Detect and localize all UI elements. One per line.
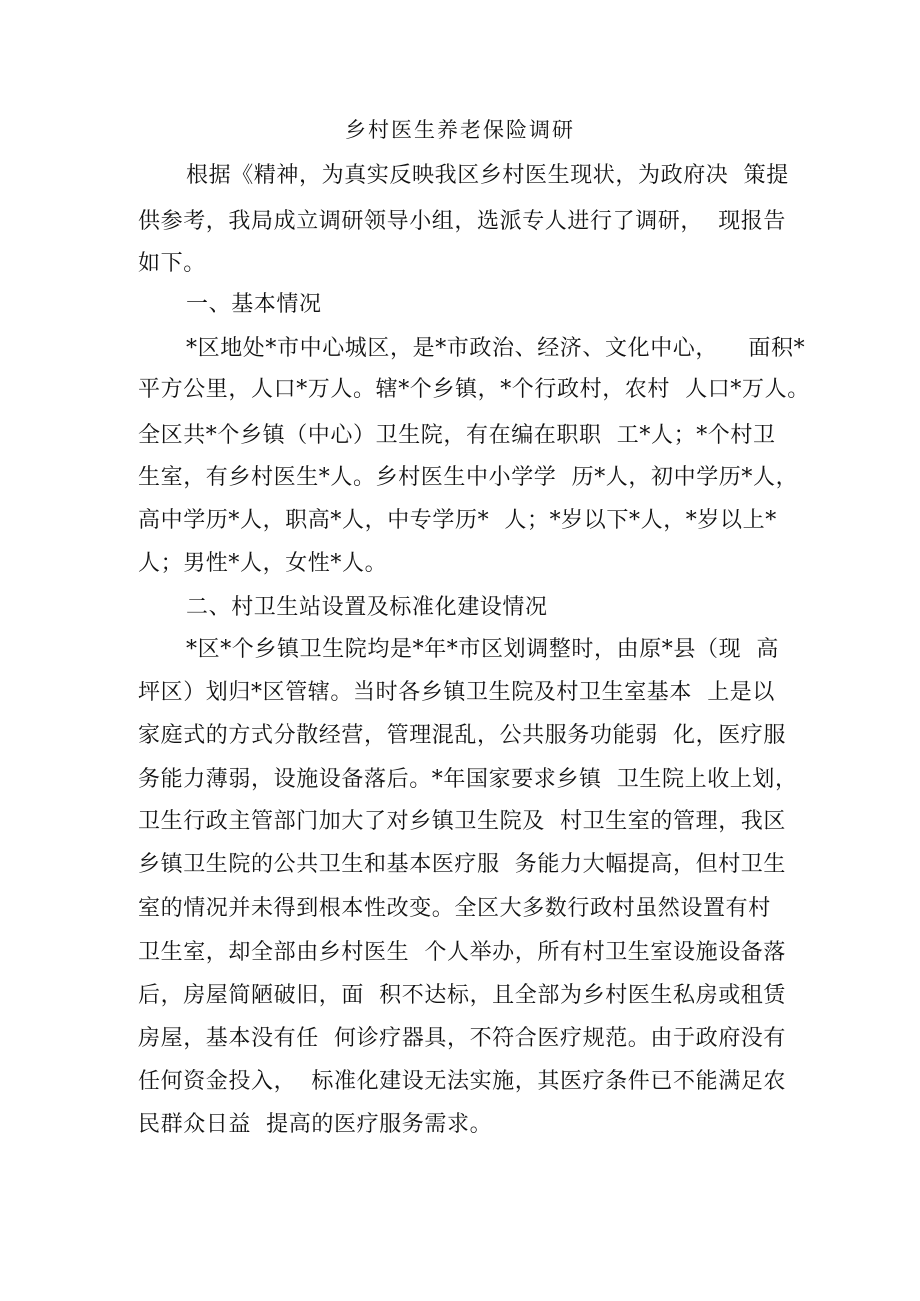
- paragraph-1-line-2: 供参考，我局成立调研领导小组，选派专人进行了调研， 现报告: [138, 209, 786, 234]
- section-heading-2: 二、村卫生站设置及标准化建设情况: [186, 595, 548, 620]
- paragraph-2-line-3: 全区共*个乡镇（中心）卫生院，有在编在职职 工*人；*个村卫: [138, 423, 776, 448]
- paragraph-3-line-6: 乡镇卫生院的公共卫生和基本医疗服 务能力大幅提高，但村卫生: [138, 852, 786, 877]
- section-heading-1: 一、基本情况: [186, 292, 322, 317]
- paragraph-3-line-1: *区*个乡镇卫生院均是*年*市区划调整时，由原*县（现 高: [186, 637, 779, 662]
- paragraph-3-line-7: 室的情况并未得到根本性改变。全区大多数行政村虽然设置有村: [138, 896, 771, 921]
- paragraph-2-line-1: *区地处*市中心城区，是*市政治、经济、文化中心， 面积*: [186, 336, 806, 361]
- paragraph-3-line-3: 家庭式的方式分散经营，管理混乱，公共服务功能弱 化，医疗服: [138, 723, 786, 748]
- paragraph-3-line-11: 任何资金投入， 标准化建设无法实施，其医疗条件已不能满足农: [138, 1069, 786, 1094]
- paragraph-2-line-2: 平方公里，人口*万人。辖*个乡镇，*个行政村，农村 人口*万人。: [138, 377, 810, 402]
- paragraph-3-line-4: 务能力薄弱，设施设备落后。*年国家要求乡镇 卫生院上收上划，: [138, 767, 798, 792]
- paragraph-3-line-9: 后，房屋简陋破旧，面 积不达标，且全部为乡村医生私房或租赁: [138, 983, 786, 1008]
- paragraph-3-line-2: 坪区）划归*区管辖。当时各乡镇卫生院及村卫生室基本 上是以: [138, 680, 775, 705]
- paragraph-3-line-8: 卫生室，却全部由乡村医生 个人举办，所有村卫生室设施设备落: [138, 940, 786, 965]
- paragraph-1-line-1: 根据《精神，为真实反映我区乡村医生现状，为政府决 策提: [186, 163, 789, 188]
- paragraph-3-line-10: 房屋，基本没有任 何诊疗器具，不符合医疗规范。由于政府没有: [138, 1026, 786, 1051]
- paragraph-3-line-12: 民群众日益 提高的医疗服务需求。: [138, 1112, 493, 1137]
- paragraph-2-line-5: 高中学历*人，职高*人，中专学历* 人；*岁以下*人，*岁以上*: [138, 508, 777, 533]
- paragraph-2-line-6: 人；男性*人，女性*人。: [138, 551, 388, 576]
- paragraph-2-line-4: 生室，有乡村医生*人。乡村医生中小学学 历*人，初中学历*人，: [138, 465, 799, 490]
- paragraph-3-line-5: 卫生行政主管部门加大了对乡镇卫生院及 村卫生室的管理，我区: [138, 809, 786, 834]
- document-title: 乡村医生养老保险调研: [345, 118, 575, 142]
- paragraph-1-line-3: 如下。: [138, 251, 206, 276]
